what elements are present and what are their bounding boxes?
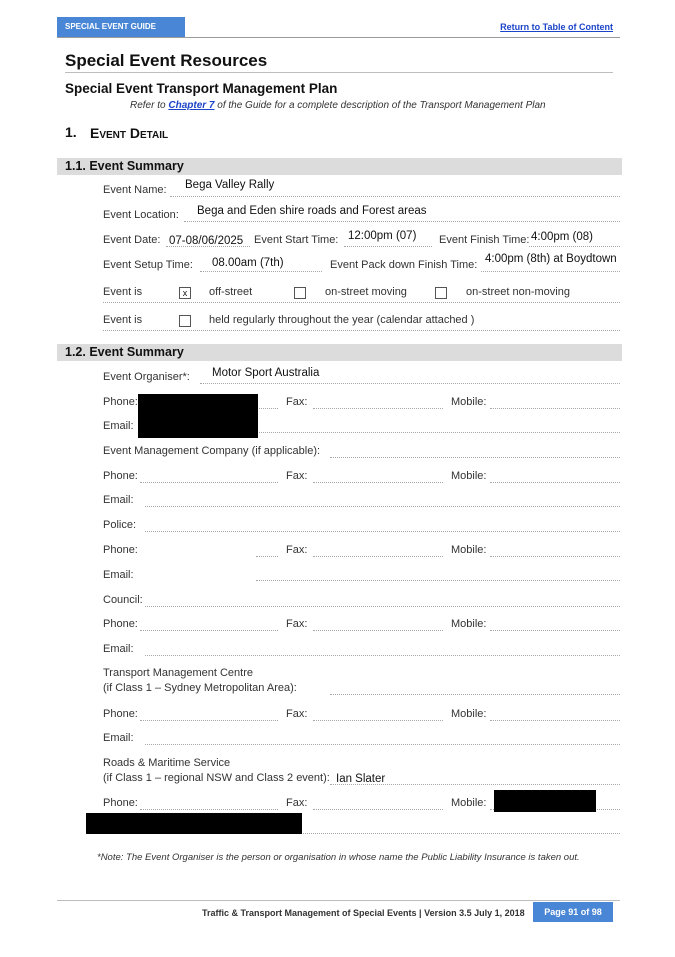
- police-line[interactable]: [145, 531, 620, 532]
- setup-time-line: [200, 271, 322, 272]
- return-to-toc-link[interactable]: Return to Table of Content: [500, 22, 613, 32]
- event-date-label: Event Date:: [103, 234, 161, 246]
- police-fax-label: Fax:: [286, 544, 308, 556]
- tmc-class-label: (if Class 1 – Sydney Metropolitan Area):: [103, 682, 297, 694]
- tmc-fax-line[interactable]: [313, 720, 443, 721]
- organiser-fax-line[interactable]: [313, 408, 443, 409]
- company-label: Event Management Company (if applicable):: [103, 445, 321, 457]
- company-email-line[interactable]: [145, 506, 620, 507]
- council-phone-label: Phone:: [103, 618, 138, 630]
- redaction-rms-mobile: [494, 790, 596, 812]
- tmc-mobile-line[interactable]: [490, 720, 620, 721]
- police-email-line[interactable]: [256, 580, 620, 581]
- regular-label: held regularly throughout the year (calendar attached ): [209, 314, 475, 326]
- rms-label: Roads & Maritime Service: [103, 757, 231, 769]
- rms-fax-label: Fax:: [286, 797, 308, 809]
- resources-divider: [65, 72, 613, 73]
- redaction-rms-email: [86, 813, 302, 834]
- offstreet-label: off-street: [209, 286, 253, 298]
- organiser-mobile-line[interactable]: [490, 408, 620, 409]
- finish-time-line: [529, 246, 620, 247]
- pack-down-label: Event Pack down Finish Time:: [330, 259, 478, 271]
- company-email-label: Email:: [103, 494, 134, 506]
- organiser-fax-label: Fax:: [286, 396, 308, 408]
- organiser-email-label: Email:: [103, 420, 134, 432]
- event-summary-heading: 1.1. Event Summary: [57, 158, 622, 175]
- regular-checkbox[interactable]: [179, 315, 191, 327]
- rms-mobile-label: Mobile:: [451, 797, 487, 809]
- event-location-line: [184, 221, 620, 222]
- onstreet-nonmoving-checkbox[interactable]: [435, 287, 447, 299]
- tmc-phone-line[interactable]: [140, 720, 278, 721]
- finish-time-value[interactable]: 4:00pm (08): [531, 231, 594, 243]
- onstreet-moving-label: on-street moving: [325, 286, 407, 298]
- company-line[interactable]: [330, 457, 620, 458]
- pack-down-value[interactable]: 4:00pm (8th) at Boydtown: [485, 253, 617, 265]
- police-label: Police:: [103, 519, 137, 531]
- rms-phone-label: Phone:: [103, 797, 138, 809]
- event-is-label: Event is: [103, 286, 143, 298]
- council-mobile-line[interactable]: [490, 630, 620, 631]
- company-mobile-line[interactable]: [490, 482, 620, 483]
- start-time-label: Event Start Time:: [254, 234, 339, 246]
- police-email-label: Email:: [103, 569, 134, 581]
- refer-post: of the Guide for a complete description of the Transport Management Plan: [214, 100, 546, 111]
- tmc-fax-label: Fax:: [286, 708, 308, 720]
- tmc-mobile-label: Mobile:: [451, 708, 487, 720]
- plan-title: Special Event Transport Management Plan: [65, 81, 338, 96]
- police-mobile-label: Mobile:: [451, 544, 487, 556]
- event-location-value[interactable]: Bega and Eden shire roads and Forest areas: [197, 205, 427, 217]
- council-line[interactable]: [145, 606, 620, 607]
- section-title: Event Detail: [90, 125, 169, 141]
- company-fax-label: Fax:: [286, 470, 308, 482]
- pack-down-line: [481, 271, 620, 272]
- setup-time-value[interactable]: 08.00am (7th): [212, 257, 284, 269]
- refer-pre: Refer to: [130, 100, 169, 111]
- resources-title: Special Event Resources: [65, 51, 268, 70]
- organiser-line: [200, 383, 620, 384]
- council-label: Council:: [103, 594, 143, 606]
- event-is-row-line: [103, 302, 620, 303]
- regular-row-line: [103, 330, 620, 331]
- guide-tag: SPECIAL EVENT GUIDE: [57, 17, 185, 37]
- footnote: *Note: The Event Organiser is the person or organisation in whose name the Public Liability Insurance is taken out.: [97, 852, 580, 863]
- start-time-value[interactable]: 12:00pm (07): [348, 230, 417, 242]
- event-name-value[interactable]: Bega Valley Rally: [185, 179, 275, 191]
- tmc-email-line[interactable]: [145, 744, 620, 745]
- finish-time-label: Event Finish Time:: [439, 234, 530, 246]
- page-number: Page 91 of 98: [533, 902, 613, 922]
- tmc-line[interactable]: [330, 694, 620, 695]
- company-fax-line[interactable]: [313, 482, 443, 483]
- company-phone-line[interactable]: [140, 482, 278, 483]
- rms-contact-value[interactable]: Ian Slater: [336, 773, 386, 785]
- event-name-label: Event Name:: [103, 184, 167, 196]
- header-divider: [57, 37, 620, 38]
- organiser-mobile-label: Mobile:: [451, 396, 487, 408]
- council-email-line[interactable]: [145, 655, 620, 656]
- council-fax-line[interactable]: [313, 630, 443, 631]
- rms-phone-line[interactable]: [140, 809, 278, 810]
- footer-divider: [57, 900, 620, 901]
- company-mobile-label: Mobile:: [451, 470, 487, 482]
- start-time-line: [344, 246, 432, 247]
- chapter-7-link[interactable]: Chapter 7: [168, 100, 215, 111]
- police-phone-line[interactable]: [256, 556, 278, 557]
- onstreet-moving-checkbox[interactable]: [294, 287, 306, 299]
- company-phone-label: Phone:: [103, 470, 138, 482]
- tmc-phone-label: Phone:: [103, 708, 138, 720]
- tmc-label: Transport Management Centre: [103, 667, 253, 679]
- footer-text: Traffic & Transport Management of Special Events | Version 3.5 July 1, 2018: [202, 908, 525, 918]
- police-phone-label: Phone:: [103, 544, 138, 556]
- police-mobile-line[interactable]: [490, 556, 620, 557]
- council-mobile-label: Mobile:: [451, 618, 487, 630]
- setup-time-label: Event Setup Time:: [103, 259, 193, 271]
- redaction-organiser-contact: [138, 394, 258, 438]
- event-summary-2-heading: 1.2. Event Summary: [57, 344, 622, 361]
- tmc-email-label: Email:: [103, 732, 134, 744]
- council-email-label: Email:: [103, 643, 134, 655]
- organiser-label: Event Organiser*:: [103, 371, 190, 383]
- event-name-line: [170, 196, 620, 197]
- rms-class-label: (if Class 1 – regional NSW and Class 2 event):: [103, 772, 330, 784]
- police-fax-line[interactable]: [313, 556, 443, 557]
- offstreet-checkbox[interactable]: x: [179, 287, 191, 299]
- organiser-value[interactable]: Motor Sport Australia: [212, 367, 320, 379]
- council-phone-line[interactable]: [140, 630, 278, 631]
- refer-note: [130, 100, 546, 111]
- section-number: 1.: [65, 124, 77, 140]
- council-fax-label: Fax:: [286, 618, 308, 630]
- onstreet-nonmoving-label: on-street non-moving: [466, 286, 570, 298]
- rms-fax-line[interactable]: [313, 809, 443, 810]
- event-is-label-2: Event is: [103, 314, 143, 326]
- event-date-value[interactable]: 07-08/06/2025: [169, 235, 244, 247]
- event-location-label: Event Location:: [103, 209, 179, 221]
- organiser-phone-label: Phone:: [103, 396, 138, 408]
